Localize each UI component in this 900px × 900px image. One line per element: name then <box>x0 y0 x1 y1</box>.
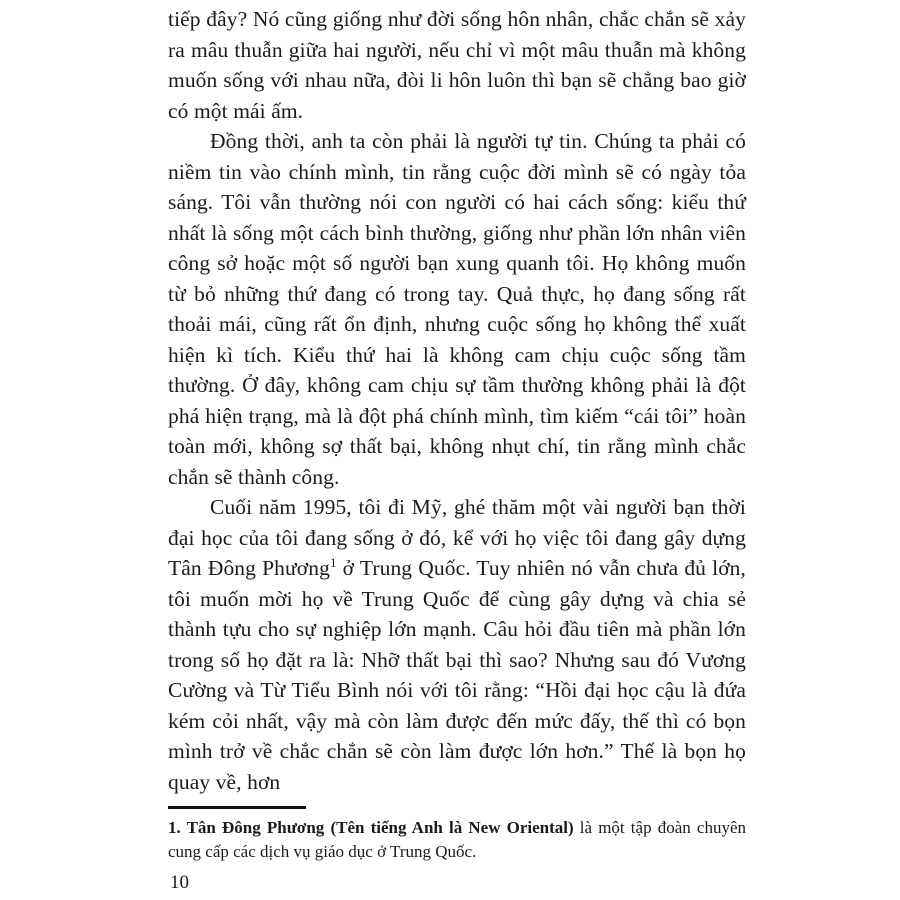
paragraph-continuation: tiếp đây? Nó cũng giống như đời sống hôn nhân, chắc chắn sẽ xảy ra mâu thuẫn giữa hai người, nếu chỉ vì một mâu thuẫn mà không muốn sống với nhau nữa, đòi li hôn luôn thì bạn sẽ chẳng bao giờ có một mái ấm. <box>168 7 746 123</box>
paragraph-text-before-footnote-marker: Cuối năm 1995, tôi đi Mỹ, ghé thăm một vài người bạn thời đại học của tôi đang sống ở đó, kể với họ việc tôi đang gây dựng Tân Đông Phương <box>168 495 746 580</box>
footnote-section <box>168 806 746 864</box>
footnote-marker: 1 <box>329 554 337 570</box>
paragraph-1995-america <box>168 492 746 797</box>
footnote-definition: là một tập đoàn chuyên cung cấp các dịch vụ giáo dục ở Trung Quốc. <box>168 818 746 861</box>
footnote-divider <box>168 806 306 809</box>
paragraph-text-after-footnote-marker: ở Trung Quốc. Tuy nhiên nó vẫn chưa đủ lớn, tôi muốn mời họ về Trung Quốc để cùng gây dựng và chia sẻ thành tựu cho sự nghiệp lớn mạnh. Câu hỏi đầu tiên mà phần lớn trong số họ đặt ra là: Nhỡ thất bại thì sao? Nhưng sau đó Vương Cường và Từ Tiểu Bình nói với tôi rằng: “Hồi đại học cậu là đứa kém cỏi nhất, vậy mà còn làm được đến mức đấy, thế thì có bọn mình trở về chắc chắn sẽ còn làm được lớn hơn.” Thế là bọn họ quay về, hơn <box>168 556 746 794</box>
page-number: 10 <box>170 872 189 893</box>
footnote-text <box>168 816 746 864</box>
footnote-term-bold: 1. Tân Đông Phương (Tên tiếng Anh là New Oriental) <box>168 818 574 837</box>
page-body-text <box>168 4 746 797</box>
paragraph-self-confidence: Đồng thời, anh ta còn phải là người tự tin. Chúng ta phải có niềm tin vào chính mình, tin rằng cuộc đời mình sẽ có ngày tỏa sáng. Tôi vẫn thường nói con người có hai cách sống: kiểu thứ nhất là sống một cách bình thường, giống như phần lớn nhân viên công sở hoặc một số người bạn xung quanh tôi. Họ không muốn từ bỏ những thứ đang có trong tay. Quả thực, họ đang sống rất thoải mái, cũng rất ổn định, nhưng cuộc sống họ không thể xuất hiện kì tích. Kiểu thứ hai là không cam chịu cuộc sống tầm thường. Ở đây, không cam chịu sự tầm thường không phải là đột phá hiện trạng, mà là đột phá chính mình, tìm kiếm “cái tôi” hoàn toàn mới, không sợ thất bại, không nhụt chí, tin rằng mình chắc chắn sẽ thành công. <box>168 129 746 489</box>
